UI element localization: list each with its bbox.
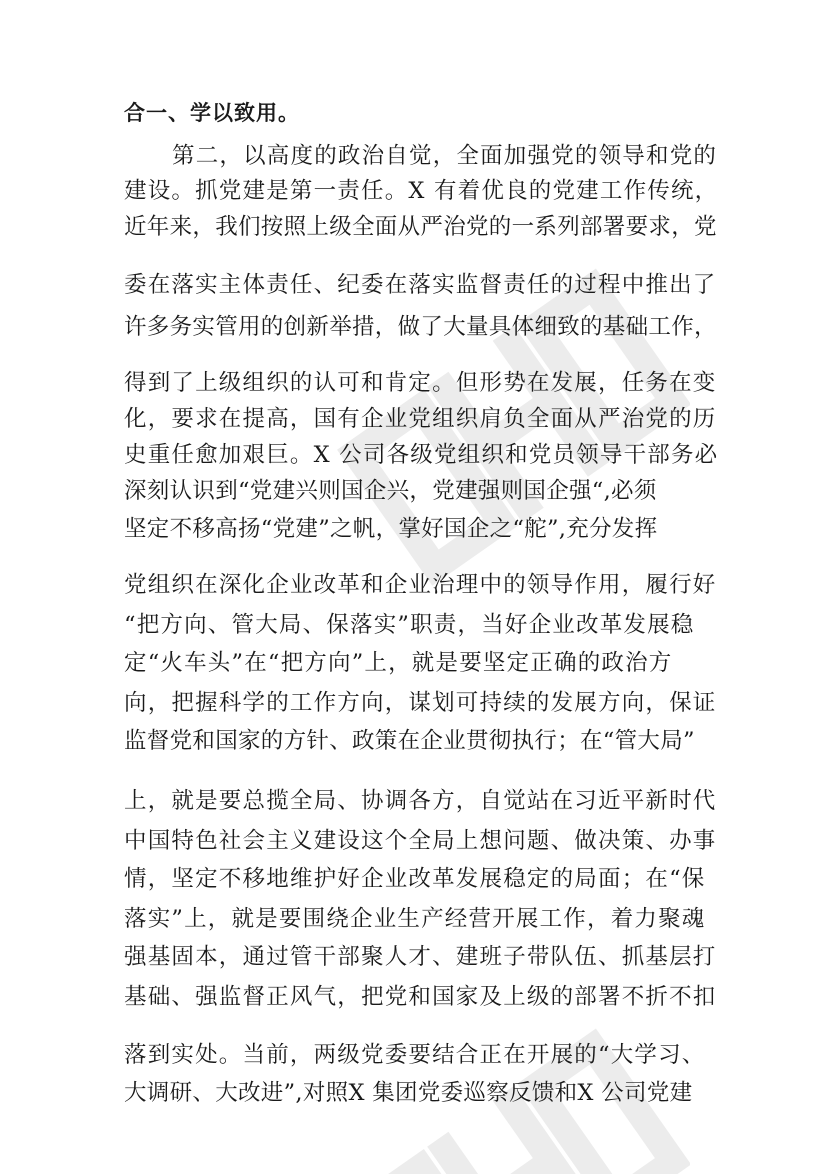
paragraph-line: 史重任愈加艰巨。X 公司各级党组织和党员领导干部务必 xyxy=(124,442,719,468)
paragraph-line: 建设。抓党建是第一责任。X 有着优良的党建工作传统， xyxy=(124,178,719,204)
paragraph-line: 强基固本，通过管干部聚人才、建班子带队伍、抓基层打 xyxy=(124,944,717,970)
paragraph-line: 上，就是要总揽全局、协调各方，自觉站在习近平新时代 xyxy=(124,788,717,814)
paragraph-line: 许多务实管用的创新举措，做了大量具体细致的基础工作， xyxy=(124,314,717,340)
paragraph-line: 党组织在深化企业改革和企业治理中的领导作用，履行好 xyxy=(124,572,717,598)
paragraph-line: 得到了上级组织的认可和肯定。但形势在发展，任务在变 xyxy=(124,370,717,396)
paragraph-line: 第二，以高度的政治自觉，全面加强党的领导和党的 xyxy=(172,143,718,169)
paragraph-line: 落实”上，就是要围绕企业生产经营开展工作，着力聚魂 xyxy=(124,906,706,932)
paragraph-line: 深刻认识到“党建兴则国企兴，党建强则国企强“,必须 xyxy=(124,478,657,504)
paragraph-line: 中国特色社会主义建设这个全局上想问题、做决策、办事 xyxy=(124,828,717,854)
paragraph-line: 情，坚定不移地维护好企业改革发展稳定的局面；在“保 xyxy=(124,866,706,892)
paragraph-line: 大调研、大改进”,对照X 集团党委巡察反馈和X 公司党建 xyxy=(124,1080,693,1106)
paragraph-line: 近年来，我们按照上级全面从严治党的一系列部署要求，党 xyxy=(124,214,717,240)
section-heading: 合一、学以致用。 xyxy=(124,101,300,125)
paragraph-line: “把方向、管大局、保落实”职责，当好企业改革发展稳 xyxy=(124,612,695,638)
paragraph-line: 坚定不移高扬“党建”之帆，掌好国企之“舵”,充分发挥 xyxy=(124,516,658,542)
paragraph-line: 基础、强监督正风气，把党和国家及上级的部署不折不扣 xyxy=(124,984,717,1010)
paragraph-line: 向，把握科学的工作方向，谋划可持续的发展方向，保证 xyxy=(124,690,717,716)
paragraph-line: 委在落实主体责任、纪委在落实监督责任的过程中推出了 xyxy=(124,272,717,298)
paragraph-line: 落到实处。当前，两级党委要结合正在开展的“大学习、 xyxy=(124,1042,706,1068)
paragraph-line: 监督党和国家的方针、政策在企业贯彻执行；在“管大局” xyxy=(124,728,695,754)
paragraph-line: 化，要求在提高，国有企业党组织肩负全面从严治党的历 xyxy=(124,406,717,432)
paragraph-line: 定“火车头”在“把方向”上，就是要坚定正确的政治方 xyxy=(124,650,673,676)
